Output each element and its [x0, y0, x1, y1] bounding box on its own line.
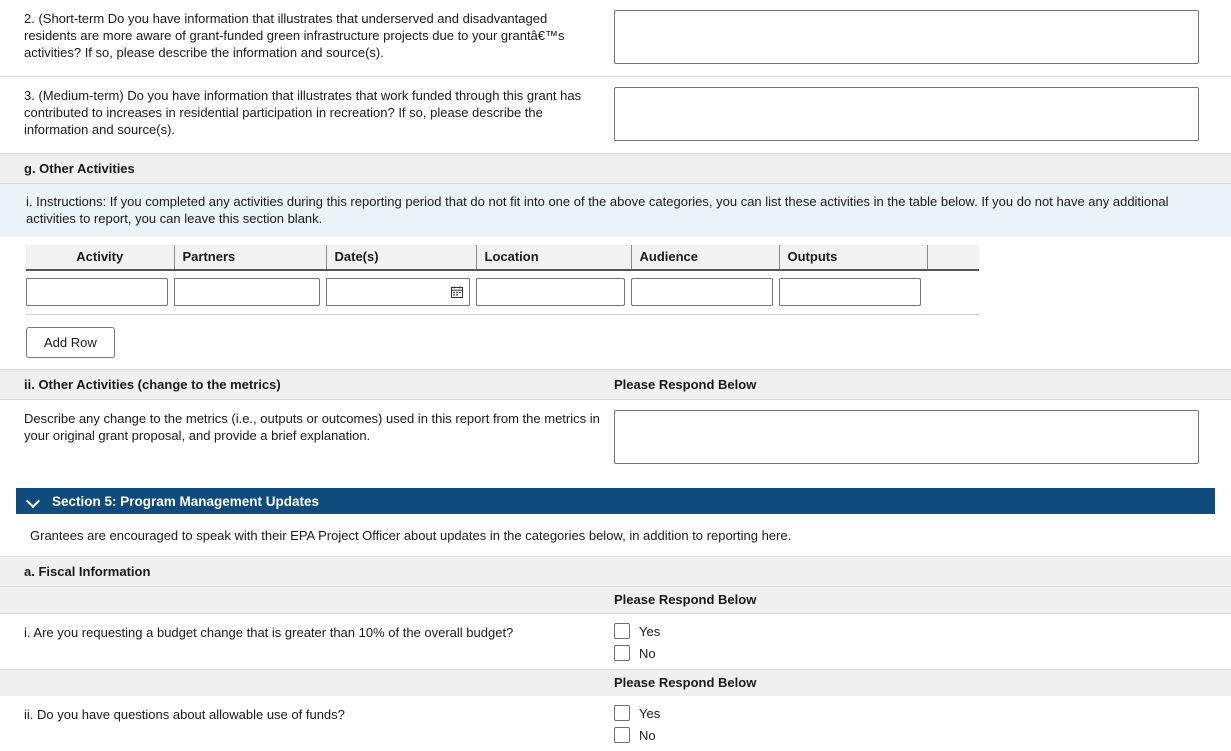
cell-outputs [779, 270, 927, 315]
column-header-outputs: Outputs [779, 245, 927, 270]
column-header-audience: Audience [631, 245, 779, 270]
fiscal-i-option-yes-label: Yes [639, 623, 661, 639]
outputs-input-wrap [779, 278, 921, 306]
table-row [26, 270, 979, 315]
table-header-row [26, 245, 979, 270]
metrics-textarea[interactable] [614, 410, 1199, 464]
fiscal-question-i-text: i. Are you requesting a budget change that is greater than 10% of the overall budget? [24, 625, 514, 640]
question-row-2 [0, 0, 1231, 76]
fiscal-question-ii-text: ii. Do you have questions about allowable use of funds? [24, 707, 345, 722]
partners-input[interactable] [174, 278, 320, 306]
metrics-header-right: Please Respond Below [614, 377, 757, 392]
chevron-down-icon[interactable] [26, 493, 42, 509]
cell-activity [26, 270, 174, 315]
fiscal-question-row-ii [0, 696, 1231, 751]
cell-audience [631, 270, 779, 315]
fiscal-question-ii-options [614, 705, 1215, 749]
fiscal-ii-option-no[interactable] [614, 727, 1215, 743]
column-header-activity: Activity [26, 245, 174, 270]
partners-input-wrap [174, 278, 320, 306]
fiscal-ii-option-no-label: No [639, 727, 656, 743]
add-row-wrap [0, 315, 1231, 358]
outputs-input[interactable] [779, 278, 921, 306]
column-header-location: Location [476, 245, 631, 270]
fiscal-i-option-no-label: No [639, 645, 656, 661]
cell-actions [927, 270, 979, 315]
activity-input[interactable] [26, 278, 168, 306]
audience-input-wrap [631, 278, 773, 306]
checkbox-icon[interactable] [614, 623, 630, 639]
cell-partners [174, 270, 326, 315]
location-input[interactable] [476, 278, 625, 306]
metrics-header-bar [0, 369, 1231, 400]
location-input-wrap [476, 278, 625, 306]
column-header-actions [927, 245, 979, 270]
dates-input[interactable] [326, 278, 470, 306]
respond-bar-label-2: Please Respond Below [614, 675, 757, 690]
respond-bar-label-1: Please Respond Below [614, 592, 757, 607]
fiscal-question-i-options [614, 623, 1215, 667]
question-3-textarea[interactable] [614, 87, 1199, 141]
fiscal-i-option-yes[interactable] [614, 623, 1215, 639]
other-activities-table [26, 245, 979, 315]
fiscal-question-row-i [0, 613, 1231, 669]
cell-location [476, 270, 631, 315]
respond-bar-spacer-1 [24, 592, 614, 607]
section-5-header[interactable] [16, 488, 1215, 514]
respond-bar-spacer-2 [24, 675, 614, 690]
other-activities-header: g. Other Activities [0, 153, 1231, 184]
cell-dates [326, 270, 476, 315]
question-row-3 [0, 76, 1231, 153]
metrics-question-row [0, 400, 1231, 476]
question-3-field [614, 87, 1215, 141]
fiscal-ii-option-yes[interactable] [614, 705, 1215, 721]
question-2-text: 2. (Short-term Do you have information that illustrates that underserved and disadvantaged residents are more aware of grant-funded green infrastructure projects due to your grantâ€™s activities? If so, please describe the information and source(s). [24, 11, 565, 60]
checkbox-icon[interactable] [614, 705, 630, 721]
fiscal-ii-option-yes-label: Yes [639, 705, 661, 721]
fiscal-respond-bar-2 [0, 669, 1231, 696]
question-2-textarea[interactable] [614, 10, 1199, 64]
question-2-field [614, 10, 1215, 64]
fiscal-information-header: a. Fiscal Information [0, 556, 1231, 587]
dates-input-wrap [326, 278, 470, 306]
metrics-question-field [614, 410, 1215, 464]
section-5-title: Section 5: Program Management Updates [52, 493, 320, 509]
other-activities-table-wrap [0, 237, 1231, 315]
other-activities-instructions: i. Instructions: If you completed any activities during this reporting period that do not fit into one of the above categories, you can list these activities in the table below. If you do not have any additional activities to report, you can leave this section blank. [0, 184, 1231, 237]
metrics-question-text: Describe any change to the metrics (i.e., outputs or outcomes) used in this report from the metrics in your original grant proposal, and provide a brief explanation. [24, 411, 600, 443]
calendar-icon[interactable] [451, 286, 463, 298]
metrics-header-left: ii. Other Activities (change to the metrics) [24, 377, 281, 392]
column-header-dates: Date(s) [326, 245, 476, 270]
column-header-partners: Partners [174, 245, 326, 270]
fiscal-respond-bar-1 [0, 587, 1231, 613]
checkbox-icon[interactable] [614, 727, 630, 743]
checkbox-icon[interactable] [614, 645, 630, 661]
section-5-note: Grantees are encouraged to speak with their EPA Project Officer about updates in the categories below, in addition to reporting here. [30, 528, 792, 543]
audience-input[interactable] [631, 278, 773, 306]
question-3-text: 3. (Medium-term) Do you have information that illustrates that work funded through this grant has contributed to increases in residential participation in recreation? If so, please describe the information and source(s). [24, 88, 582, 137]
add-row-button[interactable]: Add Row [26, 327, 115, 358]
fiscal-i-option-no[interactable] [614, 645, 1215, 661]
activity-input-wrap [26, 278, 168, 306]
